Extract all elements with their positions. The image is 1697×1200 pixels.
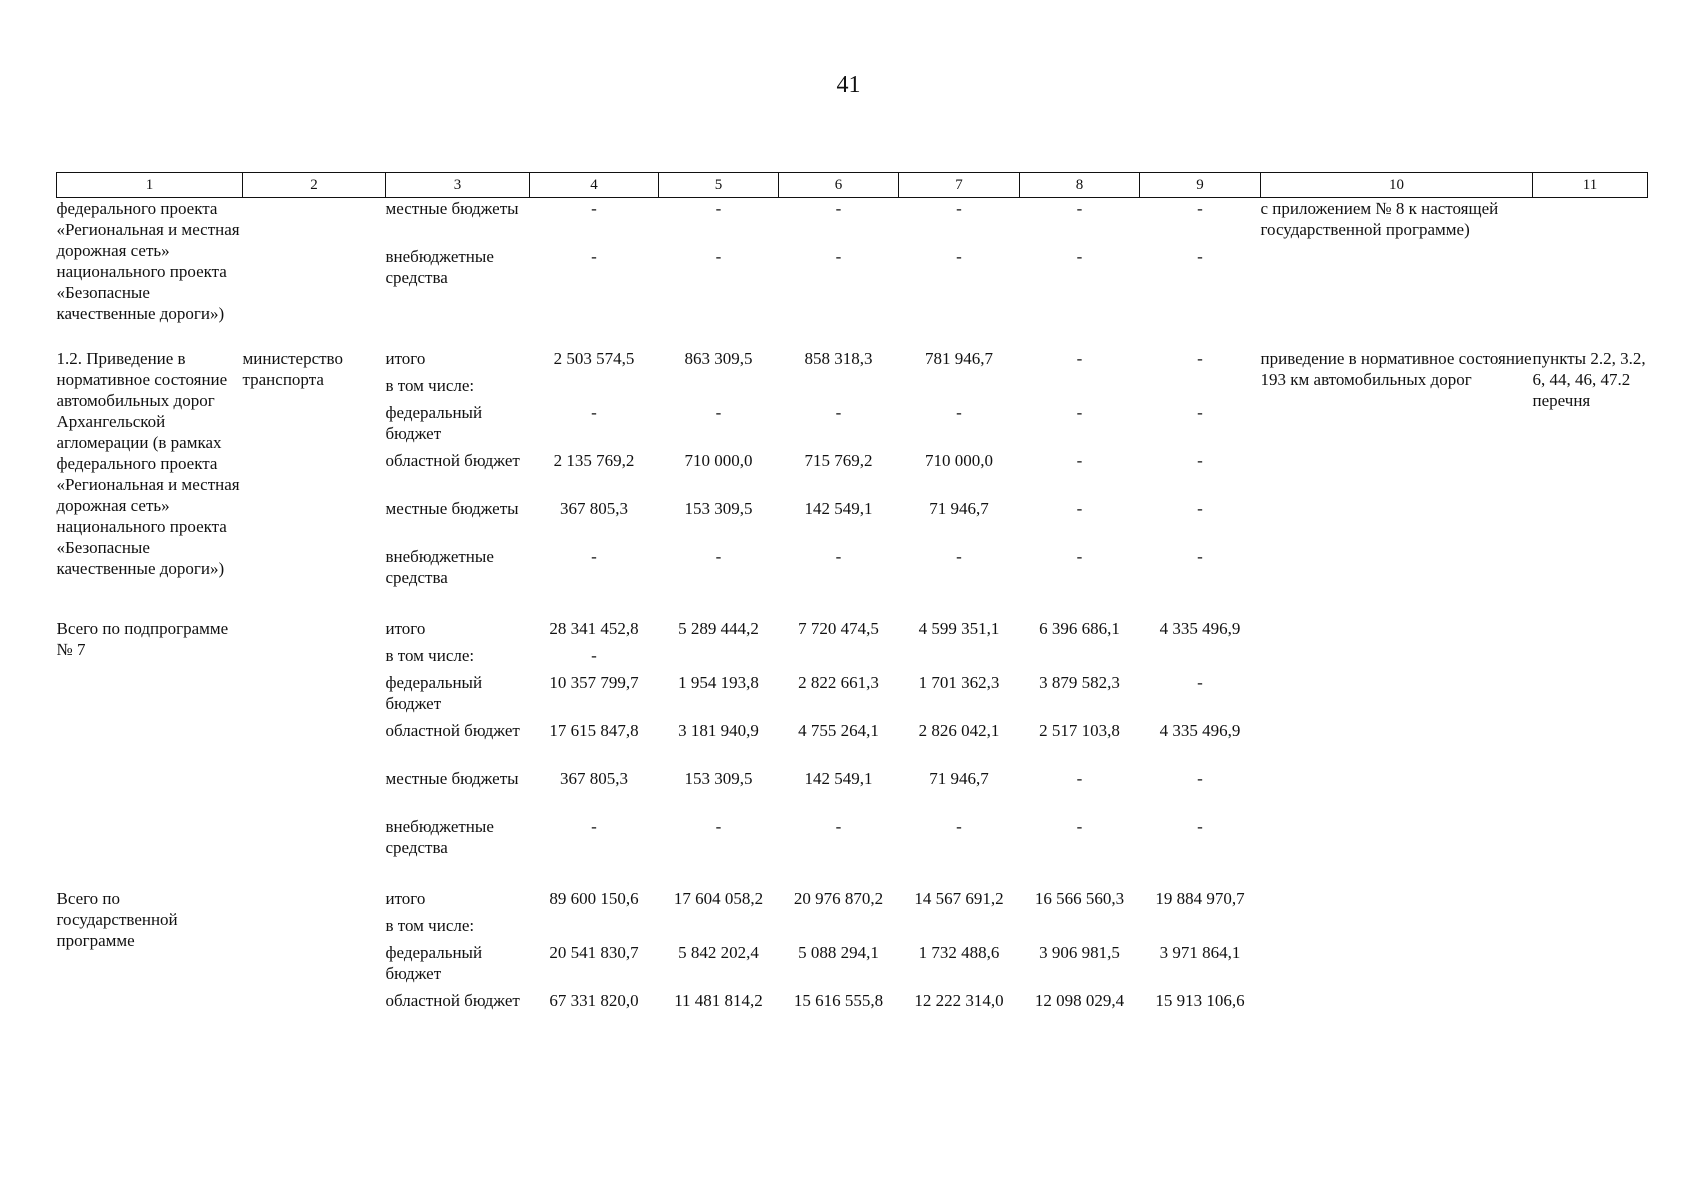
amount-value: 20 541 830,7	[549, 943, 639, 962]
table-row	[57, 348, 1648, 594]
amount-value: -	[1197, 451, 1203, 470]
table-row	[57, 198, 1648, 325]
amount-column-8	[1020, 888, 1140, 1038]
amount-value: 71 946,7	[929, 499, 989, 518]
amount-column-4	[530, 888, 659, 1038]
amount-value: 71 946,7	[929, 769, 989, 788]
amount-value: 12 222 314,0	[914, 991, 1004, 1010]
amount-value: 11 481 814,2	[674, 991, 763, 1010]
amount-value: 67 331 820,0	[549, 991, 639, 1010]
column-number-2: 2	[243, 173, 386, 198]
amount-column-7	[899, 348, 1020, 594]
amount-value	[1020, 645, 1140, 672]
funding-source-label: итого	[385, 619, 426, 638]
amount-column-9	[1140, 888, 1261, 1038]
amount-value: 858 318,3	[804, 349, 873, 368]
amount-value: 4 335 496,9	[1159, 619, 1241, 638]
column-number-1: 1	[57, 173, 243, 198]
amount-value: -	[835, 199, 842, 218]
amount-value: -	[956, 817, 962, 836]
amount-value: 17 604 058,2	[673, 889, 764, 908]
amount-value: 15 913 106,6	[1155, 991, 1245, 1010]
responsible-executor	[243, 198, 386, 325]
funding-source-label: местные бюджеты	[385, 769, 519, 788]
amount-column-4	[530, 198, 659, 325]
amount-value: 4 599 351,1	[918, 619, 1000, 638]
funding-source-label: внебюджетные средства	[385, 547, 494, 587]
amount-value: -	[1076, 199, 1083, 218]
expected-result	[1261, 618, 1533, 864]
expected-result: приведение в нормативное состояние 193 км автомобильных дорог	[1260, 349, 1532, 389]
funding-source-label: областной бюджет	[385, 991, 520, 1010]
reference-items	[1533, 618, 1648, 864]
amount-value: -	[1076, 349, 1083, 368]
amount-value: 89 600 150,6	[549, 889, 639, 908]
amount-value: 2 135 769,2	[553, 451, 635, 470]
column-number-6: 6	[779, 173, 899, 198]
table-body	[57, 198, 1648, 1039]
amount-value: 3 971 864,1	[1159, 943, 1241, 962]
amount-value: 6 396 686,1	[1039, 619, 1120, 638]
amount-value: 19 884 970,7	[1155, 889, 1245, 908]
amount-value: -	[835, 817, 842, 836]
amount-value	[899, 915, 1020, 942]
expected-result	[1261, 888, 1533, 1038]
amount-column-8	[1020, 618, 1140, 864]
funding-source-label: внебюджетные средства	[385, 817, 494, 857]
amount-value	[659, 915, 779, 942]
amount-column-6	[779, 198, 899, 325]
funding-source-label: местные бюджеты	[385, 499, 519, 518]
amount-value: 12 098 029,4	[1034, 991, 1125, 1010]
amount-value: -	[956, 199, 962, 218]
amount-value: -	[1197, 499, 1203, 518]
amount-value: -	[835, 247, 842, 266]
reference-items	[1533, 888, 1648, 1038]
funding-source-label: итого	[385, 889, 426, 908]
amount-value: -	[1197, 247, 1203, 266]
amount-value: 142 549,1	[804, 769, 873, 788]
amount-value: 14 567 691,2	[914, 889, 1004, 908]
amount-value: 863 309,5	[684, 349, 753, 368]
amount-column-7	[899, 198, 1020, 325]
amount-value: 710 000,0	[925, 451, 993, 470]
amount-column-5	[659, 348, 779, 594]
reference-items: пункты 2.2, 3.2, 6, 44, 46, 47.2 перечня	[1532, 349, 1646, 410]
amount-column-7	[899, 618, 1020, 864]
funding-source-label: областной бюджет	[385, 451, 520, 470]
amount-value: 4 755 264,1	[798, 721, 879, 740]
table-row	[57, 888, 1648, 1038]
amount-value: 2 822 661,3	[798, 673, 879, 692]
amount-column-8	[1020, 348, 1140, 594]
amount-value: -	[1076, 547, 1083, 566]
amount-value: 5 289 444,2	[678, 619, 759, 638]
amount-value: 16 566 560,3	[1034, 889, 1125, 908]
amount-value	[1020, 915, 1140, 942]
amount-value: -	[591, 817, 597, 836]
amount-value	[659, 645, 779, 672]
amount-value: 7 720 474,5	[798, 619, 879, 638]
funding-source-label: федеральный бюджет	[385, 943, 483, 983]
amount-value: 153 309,5	[684, 769, 753, 788]
amount-value: -	[715, 247, 722, 266]
amount-column-6	[779, 888, 899, 1038]
amount-value: -	[715, 403, 722, 422]
column-number-8: 8	[1020, 173, 1140, 198]
amount-value: -	[715, 817, 722, 836]
amount-column-4	[530, 618, 659, 864]
amount-value: -	[1197, 817, 1203, 836]
funding-source-label: федеральный бюджет	[385, 403, 483, 443]
amount-value: -	[1076, 769, 1083, 788]
amount-value: -	[835, 403, 842, 422]
measure-name: Всего по подпрограмме № 7	[56, 619, 229, 659]
amount-value: -	[956, 547, 962, 566]
amount-value: 28 341 452,8	[549, 619, 639, 638]
responsible-executor: министерство транспорта	[242, 349, 343, 389]
amount-value: 5 088 294,1	[798, 943, 879, 962]
funding-source-label: в том числе:	[385, 916, 475, 935]
amount-value: 15 616 555,8	[793, 991, 884, 1010]
amount-value: -	[591, 247, 597, 266]
amount-value	[899, 645, 1020, 672]
amount-column-6	[779, 618, 899, 864]
amount-value	[779, 915, 899, 942]
amount-value: 715 769,2	[804, 451, 873, 470]
amount-column-9	[1140, 198, 1261, 325]
responsible-executor	[243, 888, 386, 1038]
column-number-row	[57, 173, 1648, 198]
amount-column-9	[1140, 618, 1261, 864]
column-number-10: 10	[1261, 173, 1533, 198]
amount-value	[1020, 375, 1140, 402]
amount-value: -	[1076, 451, 1083, 470]
amount-value: -	[715, 199, 722, 218]
amount-value	[659, 375, 779, 402]
amount-value	[779, 375, 899, 402]
amount-value: 1 701 362,3	[918, 673, 1000, 692]
amount-value: -	[835, 547, 842, 566]
amount-value: 1 732 488,6	[918, 943, 1000, 962]
amount-value: 3 879 582,3	[1039, 673, 1120, 692]
funding-source-list	[386, 348, 530, 594]
amount-value: 2 826 042,1	[918, 721, 1000, 740]
group-spacer	[57, 864, 1648, 888]
amount-value: -	[1076, 499, 1083, 518]
column-number-4: 4	[530, 173, 659, 198]
amount-value: 20 976 870,2	[793, 889, 884, 908]
funding-source-label: в том числе:	[385, 376, 475, 395]
column-number-5: 5	[659, 173, 779, 198]
table-row	[57, 618, 1648, 864]
funding-source-label: итого	[385, 349, 426, 368]
column-number-9: 9	[1140, 173, 1261, 198]
amount-value	[779, 645, 899, 672]
amount-value: -	[1197, 769, 1203, 788]
amount-value: -	[591, 646, 597, 665]
column-number-3: 3	[386, 173, 530, 198]
amount-value: 2 503 574,5	[553, 349, 635, 368]
funding-source-list	[386, 198, 530, 325]
amount-value: 142 549,1	[804, 499, 873, 518]
amount-column-5	[659, 888, 779, 1038]
amount-value: -	[1076, 247, 1083, 266]
amount-value: -	[1197, 199, 1203, 218]
amount-value	[530, 375, 659, 402]
amount-value: -	[715, 547, 722, 566]
amount-value: 1 954 193,8	[678, 673, 759, 692]
amount-value: 710 000,0	[684, 451, 753, 470]
amount-column-6	[779, 348, 899, 594]
group-spacer	[57, 324, 1648, 348]
amount-value: -	[591, 547, 597, 566]
amount-value: 367 805,3	[560, 499, 628, 518]
amount-value: 10 357 799,7	[549, 673, 639, 692]
amount-value: -	[1197, 349, 1203, 368]
measure-name: федерального проекта «Региональная и местная дорожная сеть» национального проекта «Безопасные качественные дороги»)	[56, 199, 240, 323]
responsible-executor	[243, 618, 386, 864]
amount-value: -	[1197, 403, 1203, 422]
amount-value: 2 517 103,8	[1039, 721, 1120, 740]
amount-value	[1140, 375, 1261, 402]
amount-value: -	[1076, 403, 1083, 422]
amount-column-5	[659, 198, 779, 325]
funding-source-list	[386, 888, 530, 1038]
amount-value	[530, 915, 659, 942]
expected-result: с приложением № 8 к настоящей государственной программе)	[1260, 199, 1499, 239]
amount-value: 367 805,3	[560, 769, 628, 788]
column-number-7: 7	[899, 173, 1020, 198]
funding-source-label: местные бюджеты	[385, 199, 519, 218]
funding-source-list	[386, 618, 530, 864]
amount-value: 4 335 496,9	[1159, 721, 1241, 740]
amount-value: -	[956, 247, 962, 266]
amount-value: -	[956, 403, 962, 422]
amount-value: 17 615 847,8	[549, 721, 639, 740]
amount-column-9	[1140, 348, 1261, 594]
amount-value	[1140, 645, 1261, 672]
funding-source-label: внебюджетные средства	[385, 247, 494, 287]
amount-value	[1140, 915, 1261, 942]
funding-source-label: областной бюджет	[385, 721, 520, 740]
amount-value	[899, 375, 1020, 402]
reference-items	[1533, 198, 1648, 325]
amount-column-8	[1020, 198, 1140, 325]
funding-source-label: в том числе:	[385, 646, 475, 665]
amount-column-5	[659, 618, 779, 864]
measure-name: 1.2. Приведение в нормативное состояние автомобильных дорог Архангельской агломерации (в рамках федерального проекта «Региональная и местная дорожная сеть» национального проекта «Безопасные качественные дороги»)	[56, 349, 240, 578]
amount-value: -	[1197, 673, 1203, 692]
group-spacer	[57, 594, 1648, 618]
amount-value: 153 309,5	[684, 499, 753, 518]
page-number: 41	[836, 72, 861, 98]
funding-source-label: федеральный бюджет	[385, 673, 483, 713]
budget-table	[56, 172, 1648, 1038]
column-number-11: 11	[1533, 173, 1648, 198]
amount-value: -	[1076, 817, 1083, 836]
amount-value: 781 946,7	[925, 349, 993, 368]
amount-value: -	[1197, 547, 1203, 566]
amount-column-4	[530, 348, 659, 594]
amount-value: 3 181 940,9	[678, 721, 759, 740]
amount-value: 5 842 202,4	[678, 943, 759, 962]
amount-column-7	[899, 888, 1020, 1038]
amount-value: -	[591, 199, 597, 218]
amount-value: 3 906 981,5	[1039, 943, 1120, 962]
amount-value: -	[591, 403, 597, 422]
measure-name: Всего по государственной программе	[56, 889, 178, 950]
